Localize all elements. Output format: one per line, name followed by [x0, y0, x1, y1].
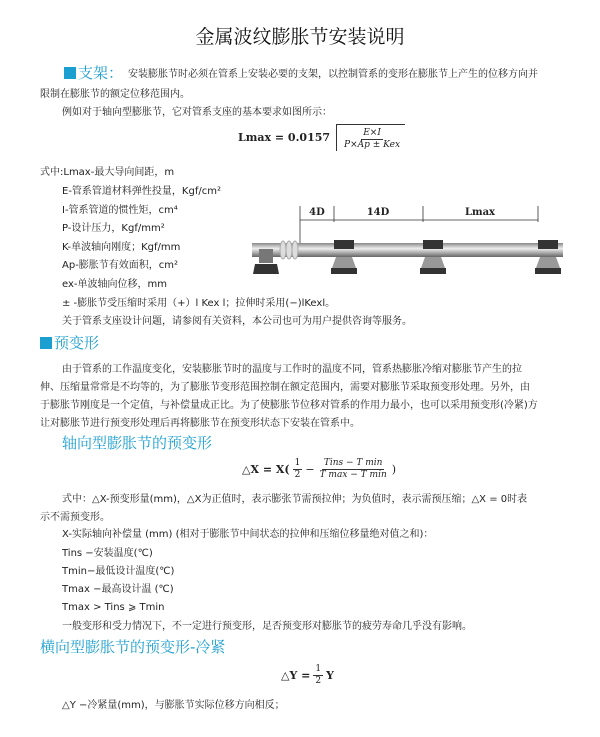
paragraph-line: X-实际轴向补偿量 (mm) (相对于膨胀节中间状态的拉伸和压缩位移量绝对值之和)：: [62, 529, 434, 540]
numerator: Tins − T min: [323, 458, 383, 468]
numerator: 1: [315, 664, 322, 674]
paragraph-line: 于膨胀节刚度是一个定值，与补偿量成正比。为了使膨胀节位移对管系的作用力最小，也可以采用预变形(冷紧)方: [40, 400, 538, 411]
formula-lhs: △Y =: [281, 669, 311, 682]
dim-label-4d: 4D: [309, 207, 325, 218]
dim-label-14d: 14D: [366, 207, 390, 218]
dimension-lines: [300, 206, 538, 245]
heading-text: 支架：: [78, 64, 124, 82]
paragraph-line: 限制在膨胀节的额定位移范围内。: [40, 89, 190, 100]
paragraph-line: Tins −安装温度(℃): [62, 548, 153, 559]
definition-line: Ap-膨胀节有效面积，cm²: [62, 260, 179, 271]
definition-line: E-管系管道材料弹性投量，Kgf/cm²: [62, 186, 221, 197]
paragraph-line: 让对膨胀节进行预变形处理后再将膨胀节在预变形状态下安装在管系中。: [40, 418, 360, 429]
denominator: 2: [315, 676, 322, 686]
paragraph-line: 一般变形和受力情况下，不一定进行预变形，足否预变形对膨胀节的疲劳寿命几乎没有影响。: [62, 621, 472, 632]
formula-lhs: △X = X(: [242, 463, 290, 476]
paragraph-line: 由于管系的工作温度变化，安装膨胀节时的温度与工作时的温度不同，管系热膨胀冷缩对膨胀节产生的拉: [62, 364, 522, 375]
paragraph-line: 安装膨胀节时必须在管系上安装必要的支架，以控制管系的变形在膨胀节上产生的位移方向并: [128, 69, 538, 80]
paragraph-line: 伸、压缩量常常是不均等的，为了膨胀节变形范围控制在额定范围内，需要对膨胀节采取预变形处理。另外，由: [40, 382, 530, 393]
formula-delta-y: [281, 664, 334, 687]
paragraph-line: Tmin−最低设计温度(℃): [62, 566, 175, 577]
formula-lhs: Lmax = 0.0157: [238, 131, 331, 144]
denominator: P×Ap ± Kex: [344, 140, 401, 150]
definition-line: K-单波轴向刚度；Kgf/mm: [62, 242, 181, 253]
numerator: 1: [294, 458, 301, 468]
bellows: [280, 241, 298, 259]
formula-rhs: Y: [326, 669, 334, 682]
denominator: T max − T min: [319, 470, 387, 480]
heading-text: 预变形: [54, 334, 100, 352]
formula-delta-x: [242, 458, 396, 481]
definition-line: ex-单波轴向位移，mm: [62, 279, 167, 290]
minus-sign: −: [305, 463, 315, 476]
section-heading-predeform: [40, 334, 99, 352]
definition-line: I-管系管道的惯性矩，cm⁴: [62, 205, 178, 216]
definition-line: ± -膨胀节受压缩时采用（+）l Kex l；拉伸时采用(−)lKexl。: [62, 298, 336, 309]
paragraph-line: 例如对于轴向型膨胀节，它对管系支座的基本要求如图所示：: [62, 107, 332, 118]
paragraph-line: 示不需预变形。: [40, 512, 110, 523]
definition-line: 关于管系支座设计问题，请参阅有关资料，本公司也可为用户提供咨询等服务。: [62, 316, 412, 327]
pipe: [252, 243, 563, 257]
paragraph-line: △Y −冷紧量(mm)，与膨胀节实际位移方向相反；: [62, 700, 285, 711]
formula-rhs: ): [391, 463, 397, 476]
paragraph-line: 式中：△X-预变形量(mm)，△X为正值时，表示膨张节需预拉伸；为负值时，表示需预压缩；△X = 0时表: [62, 494, 528, 505]
section-heading-lateral: 横向型膨胀节的预变形-冷紧: [40, 638, 226, 656]
page-title: 金属波纹膨胀节安装说明: [195, 26, 405, 48]
paragraph-line: Tmax −最高设计温 (℃): [62, 584, 174, 595]
paragraph-line: Tmax > Tins ⩾ Tmin: [62, 602, 165, 613]
dim-label-lmax: Lmax: [464, 207, 496, 218]
denominator: 2: [294, 470, 301, 480]
definition-line: 式中:Lmax-最大导向间距，m: [40, 167, 175, 178]
definition-line: P-设计压力，Kgf/mm²: [62, 223, 165, 234]
bullet-square-icon: [40, 337, 52, 349]
numerator: E×I: [363, 128, 381, 138]
section-heading-axial: 轴向型膨胀节的预变形: [62, 434, 213, 452]
